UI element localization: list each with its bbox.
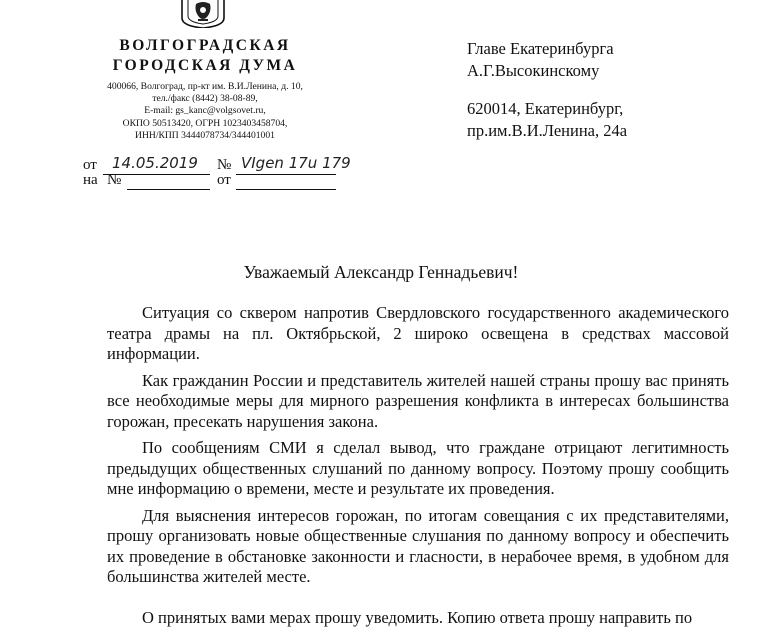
recipient-title: Главе Екатеринбурга (467, 39, 614, 58)
on-label: на (83, 172, 98, 188)
paragraph-5: О принятых вами мерах прошу уведомить. Копию ответа прошу направить по (142, 607, 693, 627)
ref-number-underline (127, 189, 210, 190)
org-details (100, 81, 310, 142)
salutation: Уважаемый Александр Геннадьевич! (243, 262, 519, 282)
org-inn: ИНН/КПП 3444078734/344401001 (135, 129, 275, 141)
paragraph-2: Как гражданин России и представитель жителей нашей страны прошу вас принять все необходимые меры для мирного разрешения конфликта в интересах большинства горожан, пресекать нарушения закона. (107, 370, 729, 431)
paragraph-1: Ситуация со сквером напротив Свердловского государственного академического театра драмы на пл. Октябрьской, 2 широко освещена в средствах массовой информации. (107, 303, 729, 363)
recipient-block (467, 38, 627, 142)
recipient-city: 620014, Екатеринбург, (467, 99, 624, 118)
coat-of-arms-icon (176, 0, 230, 28)
number-label: № (217, 157, 232, 173)
recipient-street: пр.им.В.И.Ленина, 24а (467, 121, 628, 140)
from-label-2: от (217, 172, 231, 188)
org-address: 400066, Волгоград, пр-кт им. В.И.Ленина, д. 10, (107, 81, 303, 92)
paragraph-4: Для выяснения интересов горожан, по итогам совещания с их представителями, прошу организовать новые общественные слушания по данному вопросу и обеспечить их проведение в обстановке законности и гласности, в нерабочее время, в удобном для большинства жителей месте. (107, 505, 729, 586)
org-name-line2: ГОРОДСКАЯ ДУМА (112, 57, 298, 74)
handwritten-number: VIgen 17u 179 (241, 154, 351, 172)
org-phone: тел./факс (8442) 38-08-89, (152, 93, 258, 105)
handwritten-date: 14.05.2019 (112, 154, 198, 172)
from-label: от (83, 157, 97, 173)
org-name-line1: ВОЛГОГРАДСКАЯ (119, 37, 291, 54)
org-email: E-mail: gs_kanc@volgsovet.ru, (144, 105, 266, 117)
org-okpo: ОКПО 50513420, ОГРН 1023403458704, (122, 117, 288, 129)
letterhead (100, 36, 310, 142)
number-underline (236, 174, 336, 175)
paragraph-3: По сообщениям СМИ я сделал вывод, что граждане отрицают легитимность предыдущих общественных слушаний по данному вопросу. Поэтому прошу сообщить мне информацию о времени, месте и результате их проведения. (107, 438, 729, 498)
ref-date-underline (236, 189, 336, 190)
recipient-name: А.Г.Высокинскому (467, 61, 600, 80)
letter-body (107, 303, 729, 634)
number-label-2: № (107, 172, 122, 188)
